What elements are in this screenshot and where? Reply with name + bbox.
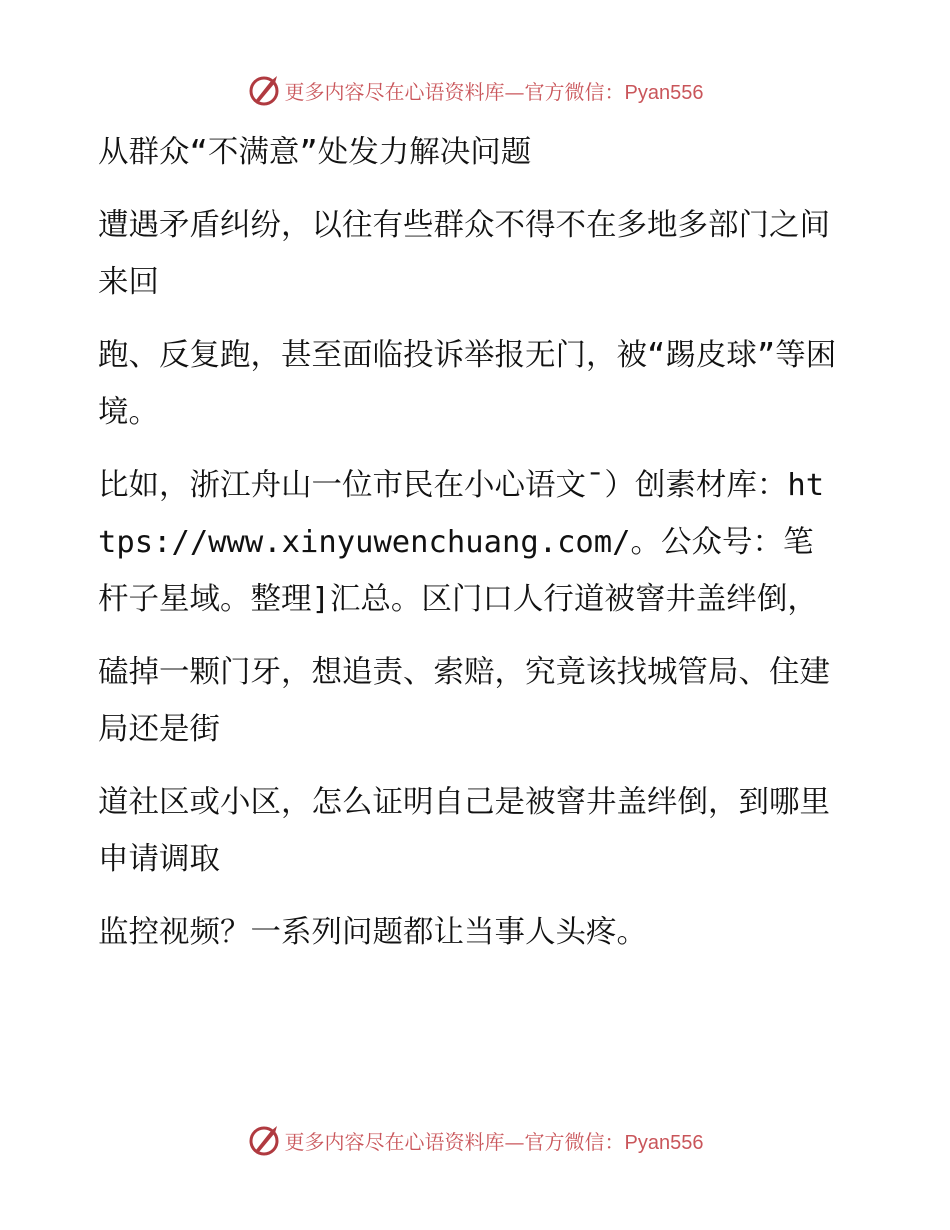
header-wechat-label: 官方微信： — [524, 79, 625, 104]
paragraph-1: 从群众“不满意”处发力解决问题 — [98, 135, 532, 170]
footer-banner — [0, 1120, 950, 1160]
paragraph-7: 监控视频？一系列问题都让当事人头疼。 — [98, 915, 647, 950]
footer-brand-text: 更多内容尽在心语资料库 — [284, 1129, 505, 1154]
paragraph-4: 比如，浙江舟山一位市民在小心语文¯）创素材库：https://www.xinyuwenchuang.com/。公众号：笔杆子星域。整理]汇总。区门口人行道被窨井盖绊倒， — [98, 468, 825, 617]
paragraph-3: 跑、反复跑，甚至面临投诉举报无门，被“踢皮球”等困境。 — [98, 338, 837, 430]
paragraph-6: 道社区或小区，怎么证明自己是被窨井盖绊倒，到哪里申请调取 — [98, 785, 830, 877]
quill-pen-logo-icon — [247, 73, 281, 107]
footer-wechat-label: 官方微信： — [524, 1129, 625, 1154]
paragraph-5: 磕掉一颗门牙，想追责、索赔，究竟该找城管局、住建局还是街 — [98, 655, 830, 747]
paragraph-2: 遭遇矛盾纠纷，以往有些群众不得不在多地多部门之间来回 — [98, 208, 830, 300]
footer-dash: — — [504, 1129, 525, 1154]
header-dash: — — [504, 79, 525, 104]
header-banner-text — [285, 76, 704, 105]
header-banner — [0, 70, 950, 110]
header-wechat-id: Pyan556 — [624, 81, 704, 104]
footer-banner-text — [285, 1126, 704, 1155]
quill-pen-logo-icon — [247, 1123, 281, 1157]
document-body — [98, 124, 838, 977]
header-brand-text: 更多内容尽在心语资料库 — [284, 79, 505, 104]
footer-wechat-id: Pyan556 — [624, 1131, 704, 1154]
